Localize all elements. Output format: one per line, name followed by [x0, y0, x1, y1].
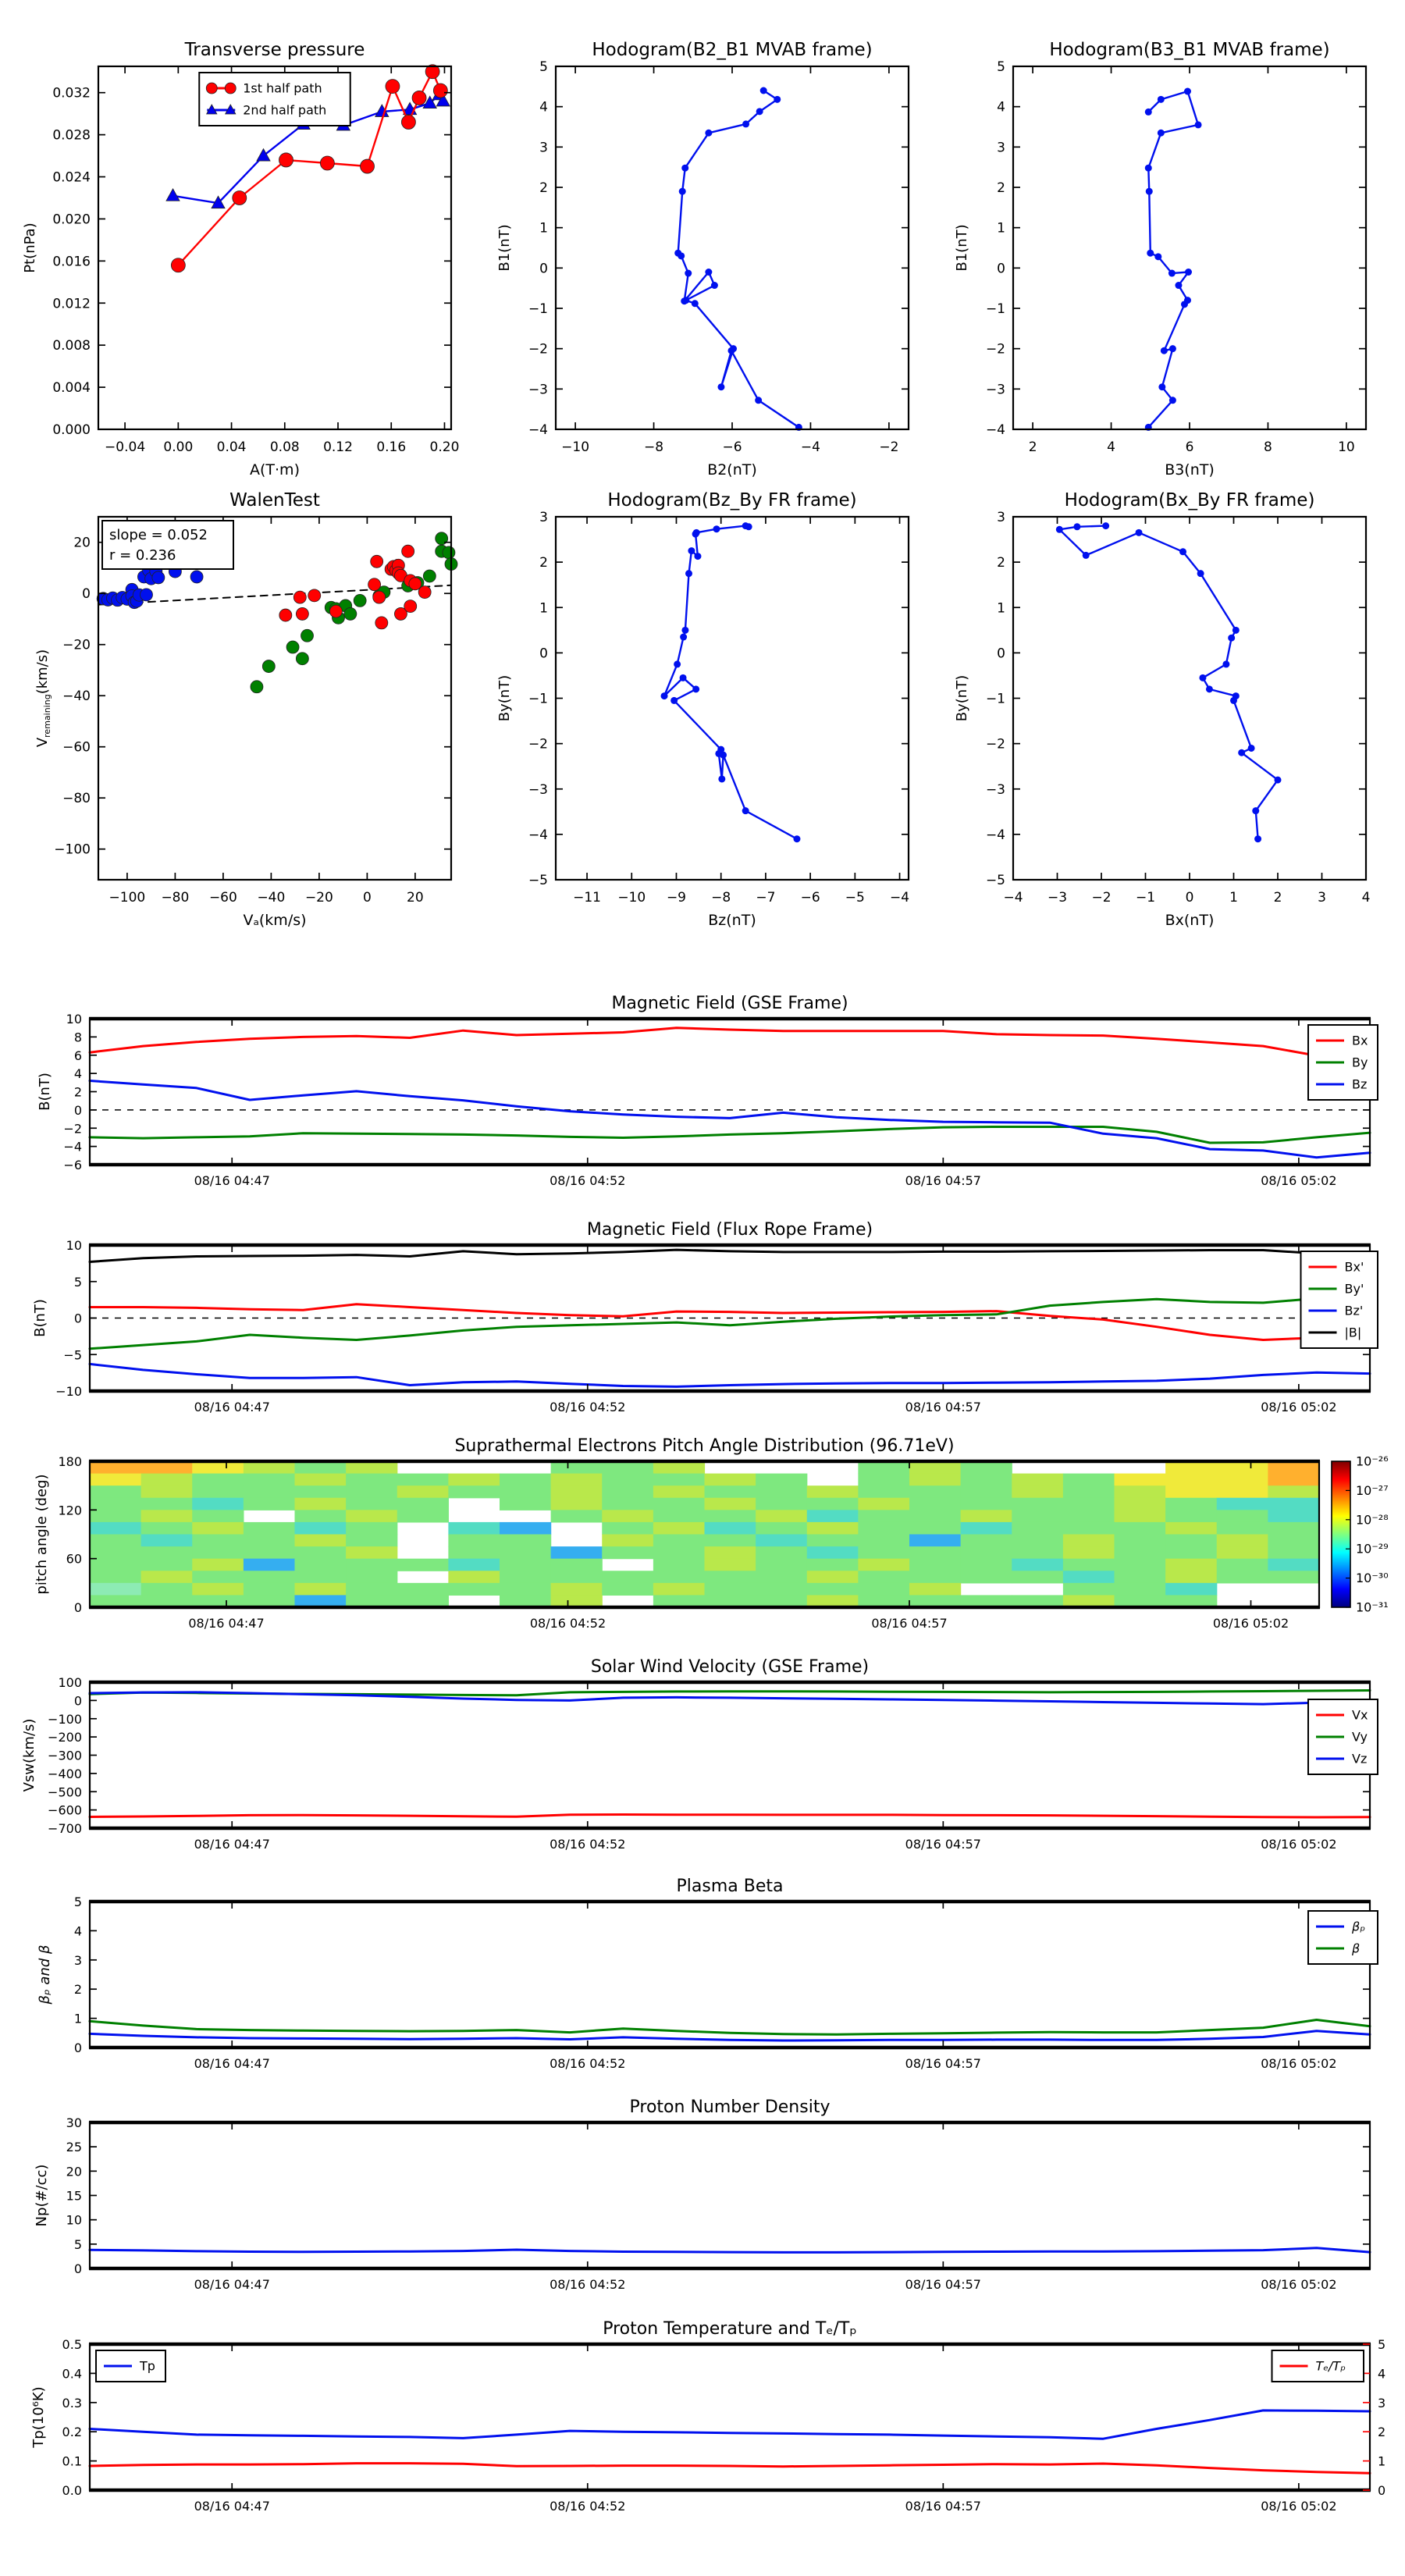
legend	[96, 2350, 165, 2382]
x-tick-label: −2	[1091, 890, 1112, 906]
series-Tp	[90, 2411, 1370, 2439]
series-group	[1056, 522, 1282, 842]
y-tick-label: 0.016	[52, 254, 91, 270]
y-tick-label: 2	[73, 1084, 82, 1100]
x-tick-label: 08/16 05:02	[1261, 1173, 1337, 1188]
panel-magnetic-field-flux-rope	[32, 1220, 1378, 1414]
y-tick-label: 20	[73, 535, 91, 551]
x-tick-label: 08/16 04:47	[194, 2277, 270, 2292]
x-tick-label: 08/16 04:47	[194, 1400, 270, 1414]
x-tick-label: −10	[561, 439, 590, 455]
y-axis-label: B1(nT)	[496, 224, 513, 272]
x-tick-label: 08/16 04:52	[529, 1616, 606, 1631]
legend-label: βₚ	[1352, 1919, 1366, 1934]
panel-magnetic-field-gse	[37, 994, 1378, 1188]
y-tick-label: 10	[66, 1238, 82, 1253]
axis-ticks	[62, 2337, 1337, 2514]
right-tick-label: 3	[1378, 2395, 1386, 2411]
x-tick-label: 10	[1338, 439, 1355, 455]
series-hodogram	[664, 526, 797, 839]
panel-hodogram-bx-by	[954, 490, 1370, 929]
series-Np	[90, 2248, 1370, 2253]
x-tick-label: 3	[1318, 890, 1326, 906]
y-tick-label: −2	[985, 736, 1005, 753]
panel-title: Hodogram(B2_B1 MVAB frame)	[592, 40, 873, 60]
panel-walen-test	[34, 490, 457, 929]
y-tick-label: 30	[66, 2115, 82, 2130]
x-tick-label: 0.04	[216, 439, 247, 455]
x-tick-label: 08/16 05:02	[1212, 1616, 1289, 1631]
y-axis-label: Pt(nPa)	[22, 222, 38, 273]
series-By'	[90, 1297, 1370, 1349]
y-axis-label: pitch angle (deg)	[34, 1474, 50, 1595]
y-tick-label: 0.012	[52, 296, 91, 312]
x-tick-label: −2	[879, 439, 899, 455]
x-tick-label: −20	[304, 890, 333, 906]
panel-proton-temperature	[30, 2319, 1405, 2514]
legend-label: 1st half path	[243, 80, 322, 96]
panel-title: Hodogram(Bz_By FR frame)	[607, 490, 857, 511]
x-tick-label: 08/16 04:52	[550, 1400, 626, 1414]
y-tick-label: 2	[997, 555, 1005, 571]
colorbar-tick-label: 10⁻²⁸	[1356, 1512, 1389, 1528]
y-tick-label: 0.000	[52, 422, 91, 438]
y-tick-label: −3	[528, 781, 548, 798]
series-hodogram	[678, 91, 799, 427]
colorbar	[1332, 1454, 1389, 1615]
x-tick-label: 08/16 04:47	[188, 1616, 265, 1631]
x-tick-label: −9	[666, 890, 687, 906]
axis-ticks	[528, 59, 909, 455]
legend-label: By'	[1344, 1281, 1364, 1297]
x-tick-label: −3	[1047, 890, 1068, 906]
y-tick-label: 1	[997, 600, 1005, 617]
legend	[1308, 1025, 1378, 1100]
y-tick-label: −2	[528, 341, 548, 358]
y-tick-label: −4	[528, 422, 548, 438]
y-tick-label: −1	[528, 691, 548, 707]
y-tick-label: −40	[62, 688, 91, 705]
x-tick-label: 0.20	[429, 439, 460, 455]
x-tick-label: 08/16 05:02	[1261, 2056, 1337, 2071]
series-Vz	[90, 1692, 1370, 1704]
right-tick-label: 5	[1378, 2337, 1386, 2352]
x-tick-label: −6	[722, 439, 742, 455]
y-tick-label: 0.5	[62, 2337, 82, 2352]
y-tick-label: −600	[48, 1802, 82, 1818]
y-tick-label: 180	[58, 1454, 82, 1469]
x-tick-label: 08/16 04:57	[905, 2056, 981, 2071]
series-group	[90, 1028, 1370, 1158]
x-tick-label: 08/16 04:57	[905, 1173, 981, 1188]
x-tick-label: 08/16 04:52	[550, 1837, 626, 1852]
y-tick-label: 5	[73, 1274, 82, 1290]
panel-hodogram-b3-b1	[954, 40, 1366, 479]
y-tick-label: 20	[66, 2164, 82, 2179]
y-tick-label: 0	[73, 1600, 82, 1615]
y-tick-label: −5	[528, 873, 548, 888]
y-tick-label: −4	[63, 1139, 82, 1155]
y-axis-label: By(nT)	[954, 674, 970, 722]
x-tick-label: 0.12	[323, 439, 353, 455]
y-tick-label: 8	[73, 1030, 82, 1045]
x-axis-label: B2(nT)	[707, 461, 757, 479]
x-tick-label: 0.16	[376, 439, 407, 455]
x-tick-label: 0.00	[163, 439, 194, 455]
legend-label: Bz	[1352, 1076, 1368, 1092]
x-tick-label: 08/16 04:47	[194, 1837, 270, 1852]
series-group	[90, 2248, 1370, 2253]
x-tick-label: −4	[1003, 890, 1023, 906]
y-tick-label: −4	[985, 422, 1005, 438]
y-tick-label: −5	[63, 1347, 82, 1363]
y-tick-label: 0	[997, 646, 1005, 662]
y-axis-label: Np(#/cc)	[34, 2164, 50, 2227]
axis-ticks	[48, 1675, 1370, 1852]
x-axis-label: A(T·m)	[250, 461, 300, 479]
annotation-line: slope = 0.052	[109, 527, 208, 543]
legend-label: Tp	[140, 2358, 155, 2374]
y-tick-label: −20	[62, 637, 91, 653]
y-tick-label: 4	[539, 99, 548, 116]
y-tick-label: 5	[73, 2236, 82, 2252]
y-tick-label: −80	[62, 791, 91, 807]
x-tick-label: 4	[1107, 439, 1115, 455]
y-tick-label: 0.032	[52, 85, 91, 101]
y-tick-label: 1	[539, 600, 548, 617]
y-tick-label: 4	[997, 99, 1005, 116]
y-tick-label: 0.028	[52, 127, 91, 144]
x-tick-label: −5	[845, 890, 865, 906]
legend	[1301, 1251, 1378, 1348]
y-tick-label: 60	[66, 1551, 82, 1567]
series-group	[90, 2020, 1370, 2041]
y-axis-label: B(nT)	[32, 1299, 48, 1337]
x-tick-label: −6	[800, 890, 820, 906]
y-tick-label: −60	[62, 739, 91, 756]
y-tick-label: 1	[997, 220, 1005, 237]
y-tick-label: 3	[997, 510, 1005, 525]
x-tick-label: 0	[362, 890, 372, 906]
y-axis-label: Tp(10⁶K)	[30, 2386, 47, 2448]
y-tick-label: 3	[539, 140, 548, 156]
y-tick-label: −3	[985, 781, 1005, 798]
panel-title: Suprathermal Electrons Pitch Angle Distribution (96.71eV)	[454, 1436, 955, 1456]
x-tick-label: 0	[1185, 890, 1194, 906]
panel-title: Proton Number Density	[629, 2097, 831, 2117]
series-Vx	[90, 1815, 1370, 1818]
x-tick-label: 08/16 04:52	[550, 2056, 626, 2071]
x-tick-label: 08/16 05:02	[1261, 1837, 1337, 1852]
series-Bx'	[90, 1304, 1370, 1340]
x-tick-label: 08/16 04:52	[550, 2499, 626, 2514]
y-tick-label: −4	[528, 827, 548, 843]
y-tick-label: 0	[73, 2041, 82, 2055]
legend	[1308, 1699, 1378, 1774]
y-tick-label: 0.0	[62, 2483, 82, 2498]
y-tick-label: −1	[985, 301, 1005, 317]
panel-pitch-angle-distribution	[34, 1436, 1389, 1631]
panel-solar-wind-velocity	[21, 1657, 1378, 1852]
legend-label: Bz'	[1344, 1303, 1364, 1318]
x-tick-label: 2	[1273, 890, 1282, 906]
x-tick-label: −0.04	[105, 439, 146, 455]
y-tick-label: −2	[528, 736, 548, 753]
x-tick-label: 08/16 04:47	[194, 2499, 270, 2514]
legend-label: Bx'	[1344, 1259, 1364, 1275]
legend	[199, 73, 350, 126]
x-tick-label: 08/16 05:02	[1261, 2499, 1337, 2514]
panel-title: Plasma Beta	[676, 1877, 784, 1896]
x-tick-label: −8	[644, 439, 664, 455]
y-tick-label: −3	[985, 382, 1005, 398]
series-group	[90, 1691, 1370, 1818]
axis-ticks	[528, 510, 909, 906]
y-tick-label: 1	[539, 220, 548, 237]
y-tick-label: 5	[997, 59, 1005, 75]
right-tick-label: 2	[1378, 2425, 1386, 2440]
legend-label: Tₑ/Tₚ	[1315, 2358, 1346, 2374]
panel-plasma-beta	[37, 1877, 1378, 2071]
x-tick-label: 2	[1028, 439, 1037, 455]
series-group	[90, 2411, 1370, 2473]
panel-title: Magnetic Field (Flux Rope Frame)	[586, 1220, 873, 1240]
y-tick-label: 0	[73, 1311, 82, 1326]
y-axis-label: $V_{remaining}(km/s)$	[34, 649, 52, 748]
heatmap-cells	[90, 1461, 1320, 1608]
y-tick-label: 0	[82, 586, 91, 603]
y-tick-label: 0	[73, 1102, 82, 1118]
y-tick-label: −2	[63, 1121, 82, 1137]
x-tick-label: 4	[1361, 890, 1371, 906]
panel-title: Solar Wind Velocity (GSE Frame)	[590, 1657, 870, 1677]
series-|B|	[90, 1250, 1370, 1261]
x-axis-label: Vₐ(km/s)	[243, 912, 307, 929]
y-axis-label: By(nT)	[496, 674, 513, 722]
legend	[1272, 2350, 1364, 2382]
y-tick-label: 0.024	[52, 169, 91, 186]
y-tick-label: 0	[997, 261, 1005, 277]
y-tick-label: 10	[66, 1012, 82, 1026]
annotation-box	[102, 521, 233, 569]
y-tick-label: −400	[48, 1766, 82, 1781]
right-tick-label: 0	[1378, 2483, 1386, 2498]
series-group	[661, 522, 801, 842]
y-tick-label: 3	[539, 510, 548, 525]
y-tick-label: −500	[48, 1784, 82, 1800]
y-tick-label: 2	[539, 180, 548, 196]
panel-title: Hodogram(Bx_By FR frame)	[1064, 490, 1315, 511]
x-tick-label: −4	[890, 890, 910, 906]
y-tick-label: 2	[73, 1982, 82, 1998]
y-tick-label: 0.008	[52, 338, 91, 354]
x-tick-label: 08/16 04:52	[550, 2277, 626, 2292]
series-group	[1145, 88, 1202, 431]
panel-title: Transverse pressure	[184, 40, 365, 60]
y-tick-label: 4	[73, 1923, 82, 1939]
x-axis-label: B3(nT)	[1165, 461, 1215, 479]
y-tick-label: 120	[58, 1503, 82, 1518]
y-tick-label: 2	[997, 180, 1005, 196]
panel-hodogram-b2-b1	[496, 40, 909, 479]
x-tick-label: 6	[1185, 439, 1194, 455]
x-tick-label: −40	[257, 890, 286, 906]
y-tick-label: 0.3	[62, 2395, 82, 2411]
x-tick-label: 20	[407, 890, 424, 906]
x-tick-label: 08/16 04:57	[871, 1616, 948, 1631]
y-tick-label: 1	[73, 2011, 82, 2026]
panel-title: WalenTest	[229, 490, 320, 511]
y-tick-label: 0.004	[52, 380, 91, 397]
y-tick-label: −300	[48, 1748, 82, 1763]
x-tick-label: 08/16 04:47	[194, 2056, 270, 2071]
y-tick-label: −6	[63, 1158, 82, 1172]
panel-transverse-pressure	[22, 40, 459, 479]
y-tick-label: 0.4	[62, 2366, 82, 2382]
axis-ticks	[986, 59, 1366, 455]
legend-label: β	[1352, 1941, 1361, 1956]
colorbar-tick-label: 10⁻³⁰	[1356, 1571, 1389, 1586]
x-tick-label: 0.08	[269, 439, 300, 455]
y-tick-label: 5	[539, 59, 548, 75]
axis-ticks	[55, 1238, 1370, 1414]
x-tick-label: −8	[711, 890, 731, 906]
x-tick-label: 08/16 04:52	[550, 1173, 626, 1188]
colorbar-tick-label: 10⁻²⁷	[1356, 1482, 1389, 1498]
x-axis-label: Bz(nT)	[708, 912, 756, 929]
x-tick-label: 08/16 04:57	[905, 1837, 981, 1852]
y-tick-label: 5	[73, 1895, 82, 1909]
y-axis-label: Vsw(km/s)	[21, 1718, 37, 1792]
y-axis-label: B(nT)	[37, 1073, 53, 1111]
y-tick-label: −5	[985, 873, 1005, 888]
y-tick-label: 3	[73, 1952, 82, 1968]
x-tick-label: 8	[1264, 439, 1272, 455]
y-tick-label: −3	[528, 382, 548, 398]
y-tick-label: 0.020	[52, 212, 91, 228]
y-axis-label: B1(nT)	[954, 224, 970, 272]
x-tick-label: 08/16 05:02	[1261, 1400, 1337, 1414]
y-tick-label: 25	[66, 2140, 82, 2155]
series-Bz	[90, 1081, 1370, 1158]
x-tick-label: 08/16 04:47	[194, 1173, 270, 1188]
x-tick-label: −11	[573, 890, 601, 906]
panel-proton-number-density	[34, 2097, 1371, 2292]
y-tick-label: 0	[73, 1693, 82, 1709]
y-tick-label: 0.2	[62, 2425, 82, 2440]
y-tick-label: 0.1	[62, 2453, 82, 2469]
x-tick-label: 08/16 04:57	[905, 2277, 981, 2292]
panel-title: Hodogram(B3_B1 MVAB frame)	[1049, 40, 1330, 60]
y-tick-label: 4	[73, 1066, 82, 1082]
x-tick-label: −60	[208, 890, 237, 906]
x-tick-label: −7	[756, 890, 776, 906]
right-tick-label: 4	[1378, 2366, 1386, 2382]
y-tick-label: 15	[66, 2188, 82, 2204]
y-tick-label: 0	[73, 2261, 82, 2276]
y-tick-label: 0	[539, 261, 548, 277]
y-tick-label: 6	[73, 1048, 82, 1063]
right-tick-label: 1	[1378, 2453, 1386, 2469]
y-tick-label: 100	[58, 1675, 82, 1690]
y-tick-label: −10	[55, 1384, 82, 1399]
y-tick-label: −1	[985, 691, 1005, 707]
series-Bx	[90, 1028, 1370, 1056]
y-tick-label: −100	[54, 841, 91, 858]
axis-ticks	[66, 2115, 1370, 2292]
panel-hodogram-bz-by	[496, 490, 909, 929]
y-tick-label: 2	[539, 555, 548, 571]
legend-label: Vz	[1352, 1751, 1368, 1767]
axis-ticks	[74, 1895, 1370, 2071]
legend-label: |B|	[1344, 1325, 1362, 1340]
y-tick-label: −100	[48, 1711, 82, 1727]
y-axis-label: βₚ and β	[37, 1944, 53, 2005]
legend-label: By	[1352, 1055, 1368, 1070]
x-tick-label: 08/16 05:02	[1261, 2277, 1337, 2292]
x-axis-label: Bx(nT)	[1165, 912, 1215, 929]
x-tick-label: 08/16 04:57	[905, 2499, 981, 2514]
y-tick-label: −4	[985, 827, 1005, 843]
x-tick-label: −100	[108, 890, 146, 906]
x-tick-label: −1	[1135, 890, 1156, 906]
legend	[1308, 1911, 1378, 1964]
y-tick-label: 0	[539, 646, 548, 662]
colorbar-tick-label: 10⁻³¹	[1356, 1599, 1389, 1615]
legend-label: Vx	[1352, 1707, 1368, 1723]
x-tick-label: 1	[1229, 890, 1238, 906]
y-tick-label: −700	[48, 1821, 82, 1836]
y-tick-label: 3	[997, 140, 1005, 156]
y-tick-label: 10	[66, 2212, 82, 2228]
x-tick-label: −10	[617, 890, 646, 906]
series-By	[90, 1127, 1370, 1144]
legend-label: 2nd half path	[243, 102, 327, 118]
x-tick-label: −80	[161, 890, 190, 906]
series-group	[674, 87, 802, 431]
series-Te/Tp	[90, 2464, 1370, 2474]
series-beta	[90, 2020, 1370, 2035]
y-tick-label: −200	[48, 1730, 82, 1745]
legend-label: Vy	[1352, 1729, 1368, 1745]
annotation-line: r = 0.236	[109, 547, 176, 564]
legend-label: Bx	[1352, 1033, 1368, 1048]
y-tick-label: −1	[528, 301, 548, 317]
x-tick-label: 08/16 04:57	[905, 1400, 981, 1414]
x-tick-label: −4	[800, 439, 820, 455]
colorbar-tick-label: 10⁻²⁹	[1356, 1541, 1389, 1557]
series-hodogram	[1059, 526, 1278, 839]
panel-title: Magnetic Field (GSE Frame)	[611, 994, 848, 1013]
y-tick-label: −2	[985, 341, 1005, 358]
series-Bz'	[90, 1364, 1370, 1386]
axis-ticks	[986, 510, 1370, 906]
panel-title: Proton Temperature and Tₑ/Tₚ	[603, 2319, 857, 2339]
colorbar-tick-label: 10⁻²⁶	[1356, 1453, 1389, 1469]
